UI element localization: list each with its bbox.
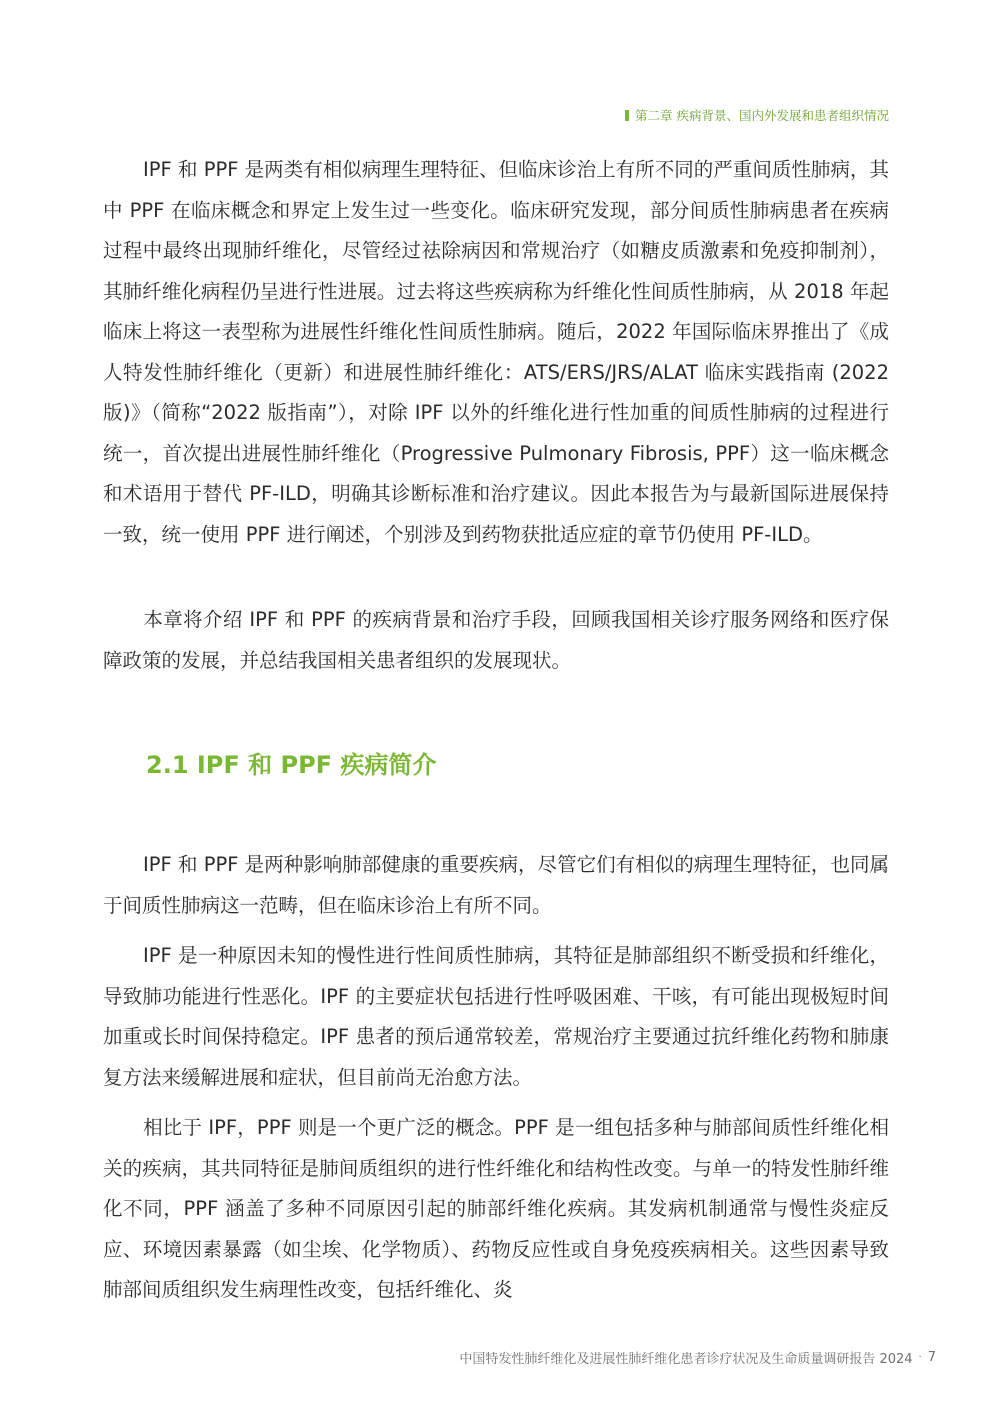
section-paragraph-3 xyxy=(103,1108,889,1311)
chapter-header xyxy=(625,106,889,124)
page-footer xyxy=(459,1348,936,1367)
intro-paragraph-2-text: 本章将介绍 IPF 和 PPF 的疾病背景和治疗手段，回顾我国相关诊疗服务网络和医疗保障政策的发展，并总结我国相关患者组织的发展现状。 xyxy=(103,608,889,672)
footer-report-title: 中国特发性肺纤维化及进展性肺纤维化患者诊疗状况及生命质量调研报告 2024 xyxy=(459,1352,913,1367)
page-number: 7 xyxy=(927,1350,936,1365)
intro-paragraph-2 xyxy=(103,600,889,681)
section-paragraph-1-text: IPF 和 PPF 是两种影响肺部健康的重要疾病，尽管它们有相似的病理生理特征，也同属于间质性肺病这一范畴，但在临床诊治上有所不同。 xyxy=(103,853,889,917)
header-accent-bar xyxy=(625,110,629,121)
intro-paragraph-1 xyxy=(103,150,889,555)
section-title: 2.1 IPF 和 PPF 疾病简介 xyxy=(146,751,437,779)
section-paragraph-2-text: IPF 是一种原因未知的慢性进行性间质性肺病，其特征是肺部组织不断受损和纤维化，导致肺功能进行性恶化。IPF 的主要症状包括进行性呼吸困难、干咳，有可能出现极短时间加重或长时间保持稳定。IPF 患者的预后通常较差，常规治疗主要通过抗纤维化药物和肺康复方法来缓解进展和症状，但目前尚无治愈方法。 xyxy=(103,944,889,1089)
section-paragraph-1 xyxy=(103,845,889,926)
intro-paragraph-1-text: IPF 和 PPF 是两类有相似病理生理特征、但临床诊治上有所不同的严重间质性肺病，其中 PPF 在临床概念和界定上发生过一些变化。临床研究发现，部分间质性肺病患者在疾病过程中最终出现肺纤维化，尽管经过祛除病因和常规治疗（如糖皮质激素和免疫抑制剂），其肺纤维化病程仍呈进行性进展。过去将这些疾病称为纤维化性间质性肺病，从 2018 年起临床上将这一表型称为进展性纤维化性间质性肺病。随后，2022 年国际临床界推出了《成人特发性肺纤维化（更新）和进展性肺纤维化：ATS/ERS/JRS/ALAT 临床实践指南 (2022 版)》（简称“2022 版指南”），对除 IPF 以外的纤维化进行性加重的间质性肺病的过程进行统一，首次提出进展性肺纤维化（Progressive Pulmonary Fibrosis, PPF）这一临床概念和术语用于替代 PF-ILD，明确其诊断标准和治疗建议。因此本报告为与最新国际进展保持一致，统一使用 PPF 进行阐述，个别涉及到药物获批适应症的章节仍使用 PF-ILD。 xyxy=(103,158,889,546)
section-paragraph-3-text: 相比于 IPF，PPF 则是一个更广泛的概念。PPF 是一组包括多种与肺部间质性纤维化相关的疾病，其共同特征是肺间质组织的进行性纤维化和结构性改变。与单一的特发性肺纤维化不同，PPF 涵盖了多种不同原因引起的肺部纤维化疾病。其发病机制通常与慢性炎症反应、环境因素暴露（如尘埃、化学物质）、药物反应性或自身免疫疾病相关。这些因素导致肺部间质组织发生病理性改变，包括纤维化、炎 xyxy=(103,1116,889,1301)
chapter-title: 第二章 疾病背景、国内外发展和患者组织情况 xyxy=(635,108,889,123)
footer-separator: · xyxy=(918,1352,922,1363)
section-paragraph-2 xyxy=(103,936,889,1098)
